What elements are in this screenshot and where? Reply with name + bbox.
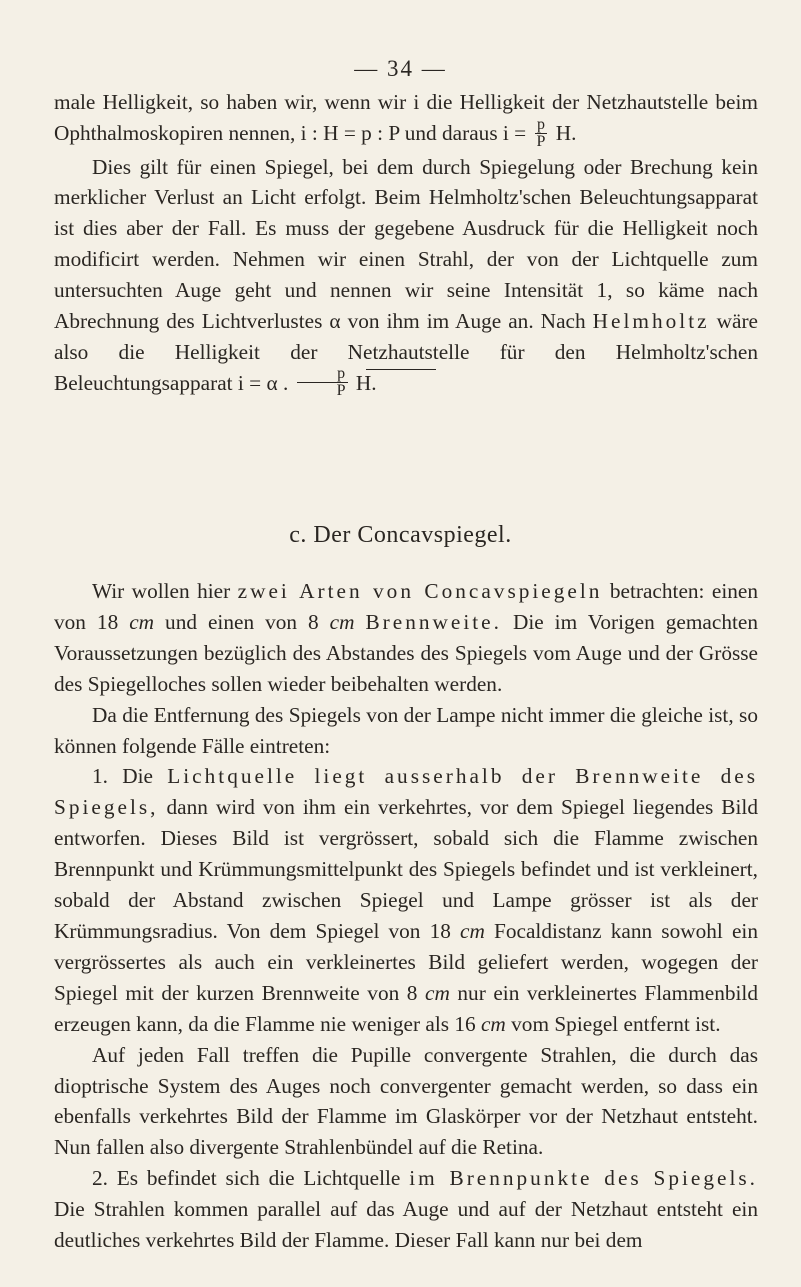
formula-tail-2: H.: [355, 370, 377, 395]
fraction-numerator-2: p: [297, 366, 348, 383]
text-segment: Die Strahlen kommen parallel auf das Auge und auf der Netzhaut entsteht ein deutliches verkehrtes Bild der Flamme. Dieser Fall kann nur bei dem: [54, 1197, 758, 1253]
unit-cm: cm: [480, 1011, 506, 1036]
paragraph-case-1: [54, 761, 758, 1039]
unit-cm: cm: [129, 609, 155, 634]
text-block-top: [54, 87, 758, 401]
spaced-lichtquelle-ausserhalb: Lichtquelle liegt ausserhalb der Brennweite des Spiegels,: [54, 764, 759, 820]
spaced-zwei-arten: zwei Arten von Concavspiegeln: [237, 579, 603, 603]
text-segment: Die im Vorigen gemachten Voraussetzungen bezüglich des Abstandes des Spiegels vom Auge und der Grösse des Spiegelloches sollen wieder beibehalten werden.: [54, 609, 758, 696]
fraction-denominator: P: [536, 132, 546, 150]
text-segment: vom Spiegel entfernt ist.: [511, 1011, 721, 1036]
unit-cm: cm: [460, 918, 485, 943]
section-divider: [366, 369, 436, 370]
paragraph-pupille: Auf jeden Fall treffen die Pupille convergente Strahlen, die durch das dioptrische System des Auges noch convergenter gemacht werden, so dass ein ebenfalls verkehrtes Bild der Flamme im Glaskörper vor der Netzhaut entsteht. Nun fallen also divergente Strahlenbündel auf die Retina.: [54, 1042, 758, 1160]
fraction-denominator-2: P: [336, 382, 346, 400]
text-segment: 1. Die: [92, 764, 153, 789]
line-formula: beim Ophthalmoskopiren nennen, i : H = p : P und daraus i =: [54, 90, 758, 145]
fraction-p-over-P: [535, 117, 548, 150]
text-segment: dann wird von ihm ein verkehrtes, vor dem Spiegel liegendes Bild entworfen. Dieses Bild ist vergrössert, sobald sich die Flamme zwischen Brennpunkt und Krümmungsmittelpunkt des Spiegels befindet und ist verkleinert, sobald der Abstand zwischen Spiegel und Lampe grösser ist als der Krümmungsradius. Von dem Spiegel von 18: [54, 795, 758, 943]
name-helmholtz: Helmholtz: [592, 309, 710, 334]
paragraph-zwei-arten: [54, 576, 758, 700]
unit-cm: cm: [425, 980, 450, 1005]
text-dies-gilt: Dies gilt für einen Spiegel, bei dem durch Spiegelung oder Brechung kein merklicher Verlust an Licht erfolgt. Beim Helmholtz'schen Beleuchtungsapparat ist dies aber der Fall. Es muss der gegebene Ausdruck für die Helligkeit noch modificirt werden. Nehmen wir einen Strahl, der von der Lichtquelle zum untersuchten Auge geht und nennen wir seine Intensität 1, so käme nach Abrechnung des Lichtverlustes α von ihm im Auge an. Nach: [54, 154, 758, 334]
line-helligkeit: male Helligkeit, so haben wir, wenn wir i die Helligkeit der Netzhautstelle: [54, 90, 709, 114]
section-title: c. Der Concavspiegel.: [289, 522, 512, 548]
text-segment: 2. Es befindet sich die Lichtquelle: [92, 1166, 401, 1191]
paragraph-case-2: [54, 1163, 758, 1256]
text-segment: betrachten: einen von 18: [54, 579, 759, 634]
paragraph-dies-gilt: [54, 152, 758, 402]
unit-cm: cm: [329, 609, 355, 634]
page-number: — 34 —: [354, 56, 447, 81]
text-segment: Focaldistanz kann sowohl ein vergrössertes als auch ein verkleinertes Bild geliefert werden, wogegen der Spiegel mit der kurzen Brennweite von 8: [54, 918, 758, 1005]
spaced-brennweite: Brennweite.: [365, 609, 502, 634]
text-helmholtz-formula: wäre also die Helligkeit der Netzhautstelle für den Helmholtz'schen Beleuchtungsapparat i = α .: [54, 309, 759, 395]
text-segment: und einen von 8: [165, 609, 319, 634]
spaced-brennpunkte: im Brennpunkte des Spiegels.: [409, 1166, 758, 1191]
text-segment: nur ein verkleinertes Flammenbild erzeugen kann, da die Flamme nie weniger als 16: [54, 980, 758, 1036]
text-block-concavspiegel: [54, 576, 758, 1256]
paragraph-helligkeit: [54, 87, 758, 152]
fraction-p-over-P-2: [297, 366, 348, 399]
fraction-numerator: p: [535, 117, 548, 134]
formula-tail: H.: [555, 120, 577, 145]
paragraph-entfernung: Da die Entfernung des Spiegels von der Lampe nicht immer die gleiche ist, so können folgende Fälle eintreten:: [54, 702, 758, 758]
text-segment: Wir wollen hier: [92, 579, 231, 603]
